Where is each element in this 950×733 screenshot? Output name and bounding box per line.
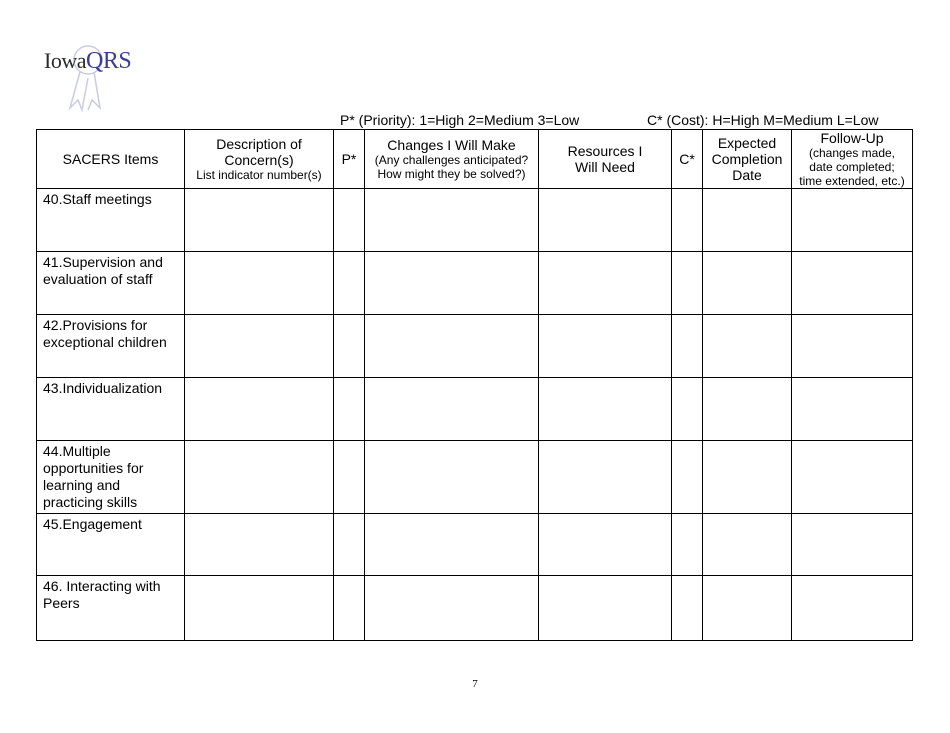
expected-date-cell[interactable]: [703, 252, 792, 315]
table-row: [37, 189, 913, 252]
changes-cell[interactable]: [365, 441, 539, 514]
priority-cell[interactable]: [334, 514, 365, 576]
header-priority: P*: [334, 130, 365, 189]
table-row: [37, 576, 913, 641]
page-number: 7: [472, 678, 478, 690]
improvement-plan-table: [36, 129, 913, 641]
follow-up-cell[interactable]: [792, 189, 913, 252]
priority-legend: P* (Priority): 1=High 2=Medium 3=Low: [340, 112, 580, 128]
cost-cell[interactable]: [672, 252, 703, 315]
description-cell[interactable]: [185, 514, 334, 576]
header-cost: C*: [672, 130, 703, 189]
item-cell: 46. Interacting with Peers: [37, 576, 185, 641]
description-cell[interactable]: [185, 315, 334, 378]
item-cell: 42.Provisions for exceptional children: [37, 315, 185, 378]
follow-up-cell[interactable]: [792, 315, 913, 378]
table-row: [37, 441, 913, 514]
expected-date-cell[interactable]: [703, 514, 792, 576]
cost-cell[interactable]: [672, 378, 703, 441]
resources-cell[interactable]: [539, 441, 672, 514]
iowa-qrs-logo: [42, 42, 142, 114]
changes-cell[interactable]: [365, 315, 539, 378]
header-follow-up: Follow-Up (changes made, date completed; time extended, etc.): [792, 130, 913, 189]
description-cell[interactable]: [185, 576, 334, 641]
priority-cell[interactable]: [334, 315, 365, 378]
header-changes: Changes I Will Make (Any challenges anticipated? How might they be solved?): [365, 130, 539, 189]
priority-cell[interactable]: [334, 252, 365, 315]
cost-cell[interactable]: [672, 441, 703, 514]
cost-legend: C* (Cost): H=High M=Medium L=Low: [647, 112, 879, 128]
table-row: [37, 252, 913, 315]
changes-cell[interactable]: [365, 576, 539, 641]
expected-date-cell[interactable]: [703, 189, 792, 252]
cost-cell[interactable]: [672, 514, 703, 576]
resources-cell[interactable]: [539, 514, 672, 576]
priority-cell[interactable]: [334, 189, 365, 252]
resources-cell[interactable]: [539, 252, 672, 315]
resources-cell[interactable]: [539, 576, 672, 641]
description-cell[interactable]: [185, 189, 334, 252]
item-cell: 41.Supervision and evaluation of staff: [37, 252, 185, 315]
expected-date-cell[interactable]: [703, 315, 792, 378]
logo-wordmark: IowaQRS: [44, 48, 132, 74]
cost-cell[interactable]: [672, 576, 703, 641]
table-header-row: [37, 130, 913, 189]
resources-cell[interactable]: [539, 315, 672, 378]
resources-cell[interactable]: [539, 189, 672, 252]
item-cell: 44.Multiple opportunities for learning and practicing skills: [37, 441, 185, 514]
table-row: [37, 315, 913, 378]
item-cell: 40.Staff meetings: [37, 189, 185, 252]
follow-up-cell[interactable]: [792, 576, 913, 641]
resources-cell[interactable]: [539, 378, 672, 441]
expected-date-cell[interactable]: [703, 576, 792, 641]
follow-up-cell[interactable]: [792, 514, 913, 576]
description-cell[interactable]: [185, 441, 334, 514]
changes-cell[interactable]: [365, 189, 539, 252]
cost-cell[interactable]: [672, 189, 703, 252]
header-sacers-items: SACERS Items: [37, 130, 185, 189]
priority-cell[interactable]: [334, 378, 365, 441]
table-row: [37, 378, 913, 441]
header-description: Description of Concern(s) List indicator number(s): [185, 130, 334, 189]
item-cell: 45.Engagement: [37, 514, 185, 576]
cost-cell[interactable]: [672, 315, 703, 378]
follow-up-cell[interactable]: [792, 441, 913, 514]
follow-up-cell[interactable]: [792, 378, 913, 441]
expected-date-cell[interactable]: [703, 441, 792, 514]
description-cell[interactable]: [185, 378, 334, 441]
follow-up-cell[interactable]: [792, 252, 913, 315]
priority-cell[interactable]: [334, 441, 365, 514]
changes-cell[interactable]: [365, 514, 539, 576]
header-expected-date: Expected Completion Date: [703, 130, 792, 189]
priority-cell[interactable]: [334, 576, 365, 641]
changes-cell[interactable]: [365, 378, 539, 441]
table-row: [37, 514, 913, 576]
description-cell[interactable]: [185, 252, 334, 315]
expected-date-cell[interactable]: [703, 378, 792, 441]
item-cell: 43.Individualization: [37, 378, 185, 441]
header-resources: Resources I Will Need: [539, 130, 672, 189]
changes-cell[interactable]: [365, 252, 539, 315]
